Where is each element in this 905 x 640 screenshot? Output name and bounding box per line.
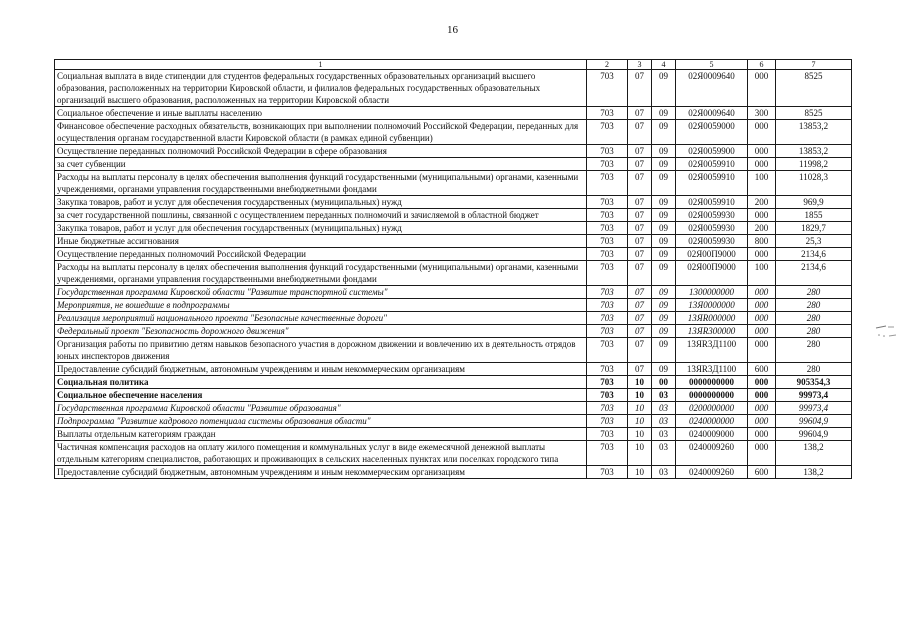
row-code-target: 02Я0009640	[676, 70, 748, 107]
row-code-section: 07	[628, 235, 652, 248]
column-header: 6	[748, 60, 776, 70]
row-code-type: 000	[748, 325, 776, 338]
row-name: Социальная выплата в виде стипендии для студентов федеральных государственных образовательных организаций высшего образования, расположенных на территории Кировской области, и филиалов федеральных государственных образовательных организаций высшего образования, расположенных на территории Кировской области	[55, 70, 587, 107]
row-code-type: 000	[748, 312, 776, 325]
row-code-section: 07	[628, 171, 652, 196]
row-code-subsection: 09	[652, 209, 676, 222]
row-code-section: 07	[628, 145, 652, 158]
row-amount: 25,3	[776, 235, 852, 248]
row-code-grbs: 703	[587, 338, 628, 363]
row-code-type: 100	[748, 261, 776, 286]
row-code-grbs: 703	[587, 171, 628, 196]
table-row	[55, 376, 852, 389]
row-code-target: 13ЯR3Д1100	[676, 338, 748, 363]
row-code-subsection: 03	[652, 402, 676, 415]
budget-table	[54, 59, 852, 479]
row-name: Предоставление субсидий бюджетным, автономным учреждениям и иным некоммерческим организациям	[55, 363, 587, 376]
row-code-type: 000	[748, 338, 776, 363]
page-number: 16	[447, 24, 458, 36]
row-code-section: 07	[628, 196, 652, 209]
row-code-type: 000	[748, 209, 776, 222]
row-code-type: 000	[748, 120, 776, 145]
row-name: Закупка товаров, работ и услуг для обеспечения государственных (муниципальных) нужд	[55, 196, 587, 209]
row-name: Реализация мероприятий национального проекта "Безопасные качественные дороги"	[55, 312, 587, 325]
table-row	[55, 299, 852, 312]
row-amount: 1829,7	[776, 222, 852, 235]
row-code-section: 10	[628, 415, 652, 428]
row-code-subsection: 09	[652, 222, 676, 235]
row-code-subsection: 03	[652, 415, 676, 428]
row-name: Выплаты отдельным категориям граждан	[55, 428, 587, 441]
row-code-section: 07	[628, 261, 652, 286]
row-code-type: 000	[748, 402, 776, 415]
row-name: за счет государственной пошлины, связанной с осуществлением переданных полномочий и зачисляемой в областной бюджет	[55, 209, 587, 222]
row-code-target: 02Я00П9000	[676, 261, 748, 286]
row-amount: 13853,2	[776, 145, 852, 158]
row-amount: 138,2	[776, 441, 852, 466]
row-code-target: 02Я0059910	[676, 171, 748, 196]
row-code-target: 02Я0059910	[676, 158, 748, 171]
table-row	[55, 286, 852, 299]
row-code-target: 0200000000	[676, 402, 748, 415]
row-amount: 8525	[776, 70, 852, 107]
table-row	[55, 248, 852, 261]
row-code-section: 07	[628, 363, 652, 376]
row-code-subsection: 09	[652, 235, 676, 248]
row-amount: 99604,9	[776, 428, 852, 441]
table-row	[55, 441, 852, 466]
table-row	[55, 325, 852, 338]
row-name: Социальное обеспечение и иные выплаты населению	[55, 107, 587, 120]
row-code-grbs: 703	[587, 363, 628, 376]
row-code-type: 000	[748, 441, 776, 466]
table-body	[55, 70, 852, 479]
row-code-section: 07	[628, 120, 652, 145]
column-header: 3	[628, 60, 652, 70]
row-code-subsection: 00	[652, 376, 676, 389]
column-header: 5	[676, 60, 748, 70]
row-code-section: 07	[628, 107, 652, 120]
row-code-grbs: 703	[587, 145, 628, 158]
row-code-target: 0000000000	[676, 376, 748, 389]
row-code-subsection: 03	[652, 389, 676, 402]
row-code-type: 000	[748, 248, 776, 261]
table-row	[55, 158, 852, 171]
column-header: 2	[587, 60, 628, 70]
table-row	[55, 196, 852, 209]
row-amount: 969,9	[776, 196, 852, 209]
row-code-type: 000	[748, 428, 776, 441]
row-code-section: 10	[628, 428, 652, 441]
table-row	[55, 145, 852, 158]
row-amount: 99973,4	[776, 389, 852, 402]
row-code-target: 02Я0059930	[676, 222, 748, 235]
row-code-type: 000	[748, 376, 776, 389]
row-code-grbs: 703	[587, 209, 628, 222]
row-code-section: 10	[628, 441, 652, 466]
row-amount: 8525	[776, 107, 852, 120]
row-code-grbs: 703	[587, 70, 628, 107]
row-name: Расходы на выплаты персоналу в целях обеспечения выполнения функций государственными (муниципальными) органами, казенными учреждениями, органами управления государственными внебюджетными фондами	[55, 171, 587, 196]
row-name: Частичная компенсация расходов на оплату жилого помещения и коммунальных услуг в виде ежемесячной денежной выплаты отдельным категориям специалистов, работающих и проживающих в сельских населенных пунктах или поселках городского типа	[55, 441, 587, 466]
row-name: Предоставление субсидий бюджетным, автономным учреждениям и иным некоммерческим организациям	[55, 466, 587, 479]
row-name: Закупка товаров, работ и услуг для обеспечения государственных (муниципальных) нужд	[55, 222, 587, 235]
row-code-grbs: 703	[587, 222, 628, 235]
row-code-type: 200	[748, 196, 776, 209]
row-code-target: 02Я0059900	[676, 145, 748, 158]
row-code-type: 000	[748, 415, 776, 428]
table-row	[55, 415, 852, 428]
row-code-target: 0240000000	[676, 415, 748, 428]
row-name: Мероприятия, не вошедшие в подпрограммы	[55, 299, 587, 312]
table-row	[55, 261, 852, 286]
row-amount: 905354,3	[776, 376, 852, 389]
row-code-target: 0240009260	[676, 441, 748, 466]
row-code-subsection: 09	[652, 70, 676, 107]
row-amount: 11028,3	[776, 171, 852, 196]
table-row	[55, 171, 852, 196]
row-code-section: 10	[628, 402, 652, 415]
row-code-grbs: 703	[587, 248, 628, 261]
row-code-section: 10	[628, 389, 652, 402]
row-amount: 280	[776, 325, 852, 338]
row-amount: 99973,4	[776, 402, 852, 415]
row-code-subsection: 09	[652, 261, 676, 286]
row-code-section: 07	[628, 312, 652, 325]
row-name: Финансовое обеспечение расходных обязательств, возникающих при выполнении полномочий Российской Федерации, переданных для осуществления органам государственной власти Кировской области (в рамках единой субвенции)	[55, 120, 587, 145]
row-amount: 2134,6	[776, 261, 852, 286]
row-code-type: 000	[748, 286, 776, 299]
row-code-grbs: 703	[587, 376, 628, 389]
column-header: 1	[55, 60, 587, 70]
row-name: Государственная программа Кировской области "Развитие образования"	[55, 402, 587, 415]
row-code-section: 07	[628, 338, 652, 363]
row-code-type: 300	[748, 107, 776, 120]
row-name: Расходы на выплаты персоналу в целях обеспечения выполнения функций государственными (муниципальными) органами, казенными учреждениями, органами управления государственными внебюджетными фондами	[55, 261, 587, 286]
row-code-subsection: 09	[652, 363, 676, 376]
row-name: Социальная политика	[55, 376, 587, 389]
row-code-type: 100	[748, 171, 776, 196]
row-code-target: 02Я0059000	[676, 120, 748, 145]
row-code-type: 800	[748, 235, 776, 248]
row-amount: 280	[776, 363, 852, 376]
table-row	[55, 107, 852, 120]
row-amount: 2134,6	[776, 248, 852, 261]
table-row	[55, 363, 852, 376]
table-row	[55, 389, 852, 402]
row-code-target: 0240009000	[676, 428, 748, 441]
row-code-type: 600	[748, 466, 776, 479]
row-code-section: 07	[628, 299, 652, 312]
row-name: Социальное обеспечение населения	[55, 389, 587, 402]
column-header: 4	[652, 60, 676, 70]
row-code-target: 13ЯR300000	[676, 325, 748, 338]
row-name: Осуществление переданных полномочий Российской Федерации в сфере образования	[55, 145, 587, 158]
row-amount: 99604,9	[776, 415, 852, 428]
row-code-subsection: 03	[652, 466, 676, 479]
row-code-section: 07	[628, 248, 652, 261]
row-code-subsection: 09	[652, 158, 676, 171]
table-header-row	[55, 60, 852, 70]
table-row	[55, 70, 852, 107]
table-row	[55, 338, 852, 363]
row-name: Организация работы по привитию детям навыков безопасного участия в дорожном движении и вовлечению их в деятельность отрядов юных инспекторов движения	[55, 338, 587, 363]
row-amount: 280	[776, 286, 852, 299]
row-code-grbs: 703	[587, 286, 628, 299]
row-code-target: 02Я0059910	[676, 196, 748, 209]
row-code-subsection: 09	[652, 312, 676, 325]
row-code-grbs: 703	[587, 415, 628, 428]
row-name: Федеральный проект "Безопасность дорожного движения"	[55, 325, 587, 338]
row-code-grbs: 703	[587, 466, 628, 479]
row-code-grbs: 703	[587, 107, 628, 120]
row-code-target: 02Я0059930	[676, 209, 748, 222]
row-code-subsection: 09	[652, 120, 676, 145]
row-code-grbs: 703	[587, 299, 628, 312]
row-code-type: 000	[748, 70, 776, 107]
table-row	[55, 222, 852, 235]
row-code-grbs: 703	[587, 325, 628, 338]
row-code-target: 1300000000	[676, 286, 748, 299]
row-code-grbs: 703	[587, 196, 628, 209]
row-code-subsection: 09	[652, 286, 676, 299]
row-code-type: 000	[748, 389, 776, 402]
row-code-subsection: 09	[652, 248, 676, 261]
row-code-target: 13ЯR000000	[676, 312, 748, 325]
row-code-grbs: 703	[587, 402, 628, 415]
row-code-subsection: 09	[652, 325, 676, 338]
row-amount: 11998,2	[776, 158, 852, 171]
row-code-grbs: 703	[587, 235, 628, 248]
row-code-section: 10	[628, 466, 652, 479]
row-code-subsection: 09	[652, 107, 676, 120]
row-code-subsection: 09	[652, 171, 676, 196]
row-amount: 13853,2	[776, 120, 852, 145]
row-name: за счет субвенции	[55, 158, 587, 171]
row-code-section: 10	[628, 376, 652, 389]
table-row	[55, 209, 852, 222]
row-amount: 1855	[776, 209, 852, 222]
row-code-type: 000	[748, 158, 776, 171]
row-amount: 280	[776, 312, 852, 325]
row-code-type: 200	[748, 222, 776, 235]
column-header: 7	[776, 60, 852, 70]
row-code-section: 07	[628, 325, 652, 338]
row-name: Осуществление переданных полномочий Российской Федерации	[55, 248, 587, 261]
row-code-subsection: 09	[652, 145, 676, 158]
row-amount: 280	[776, 299, 852, 312]
row-code-section: 07	[628, 222, 652, 235]
table-row	[55, 402, 852, 415]
row-code-section: 07	[628, 70, 652, 107]
row-code-section: 07	[628, 209, 652, 222]
table-row	[55, 120, 852, 145]
row-code-grbs: 703	[587, 389, 628, 402]
row-code-target: 02Я0009640	[676, 107, 748, 120]
row-code-grbs: 703	[587, 120, 628, 145]
row-code-grbs: 703	[587, 158, 628, 171]
row-code-grbs: 703	[587, 312, 628, 325]
row-code-section: 07	[628, 158, 652, 171]
row-code-grbs: 703	[587, 261, 628, 286]
row-amount: 138,2	[776, 466, 852, 479]
row-code-target: 13Я0000000	[676, 299, 748, 312]
row-code-grbs: 703	[587, 441, 628, 466]
row-code-subsection: 09	[652, 338, 676, 363]
row-name: Иные бюджетные ассигнования	[55, 235, 587, 248]
row-code-grbs: 703	[587, 428, 628, 441]
row-code-subsection: 03	[652, 441, 676, 466]
row-code-target: 02Я0059930	[676, 235, 748, 248]
row-code-target: 0240009260	[676, 466, 748, 479]
scan-artifact	[874, 324, 900, 340]
table-row	[55, 428, 852, 441]
row-name: Подпрограмма "Развитие кадрового потенциала системы образования области"	[55, 415, 587, 428]
row-code-subsection: 09	[652, 196, 676, 209]
row-code-target: 0000000000	[676, 389, 748, 402]
row-code-target: 13ЯR3Д1100	[676, 363, 748, 376]
table-row	[55, 312, 852, 325]
row-code-subsection: 03	[652, 428, 676, 441]
table-row	[55, 235, 852, 248]
row-code-section: 07	[628, 286, 652, 299]
row-code-type: 000	[748, 299, 776, 312]
row-code-target: 02Я00П9000	[676, 248, 748, 261]
row-code-subsection: 09	[652, 299, 676, 312]
table-row	[55, 466, 852, 479]
row-code-type: 000	[748, 145, 776, 158]
row-amount: 280	[776, 338, 852, 363]
row-code-type: 600	[748, 363, 776, 376]
row-name: Государственная программа Кировской области "Развитие транспортной системы"	[55, 286, 587, 299]
